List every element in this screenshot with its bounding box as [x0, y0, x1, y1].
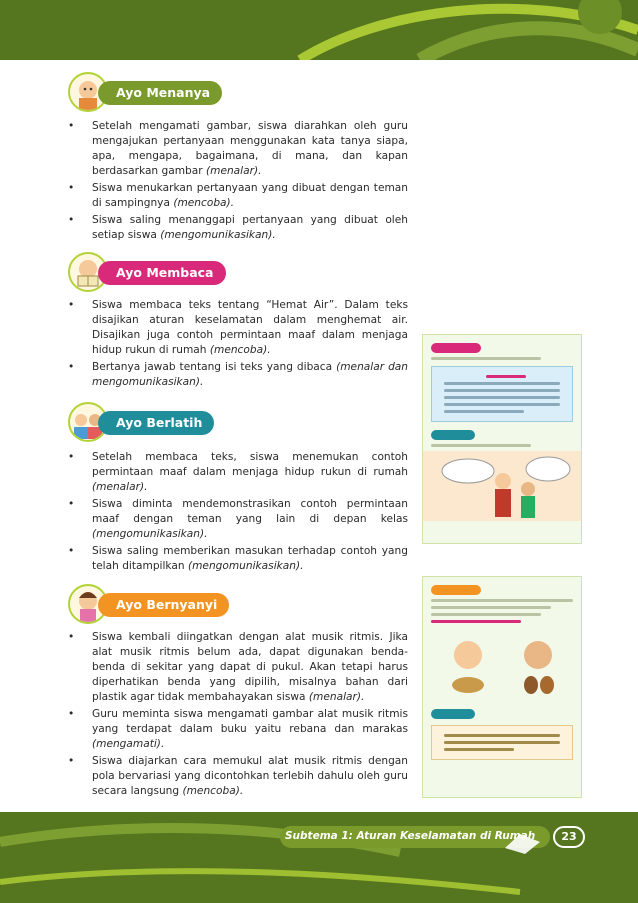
swirl-decoration-bottom [0, 812, 638, 903]
bullet-text: Siswa menukarkan pertanyaan yang dibuat dengan teman di sampingnya [92, 182, 408, 209]
textbook-page-thumbnail-alat-musik [422, 576, 582, 798]
bullet-list-ayo-bernyanyi [68, 630, 408, 801]
bullet-emphasis: (mengomunikasikan). [187, 560, 304, 572]
bullet-list-ayo-berlatih [68, 450, 408, 576]
bullet-text: Siswa membaca teks tentang “Hemat Air”. Dalam teks disajikan aturan keselamatan dalam menghemat air. Disajikan juga contoh permintaan maaf dalam menjaga hidup rukun di rumah [92, 299, 408, 356]
bullet-emphasis: (menalar). [92, 481, 148, 493]
kids-illustration [423, 451, 581, 521]
section-header-ayo-menanya [68, 72, 228, 112]
top-decorative-band [0, 0, 638, 60]
bullet-item [68, 119, 408, 179]
section-header-ayo-membaca [68, 252, 228, 292]
section-header-ayo-berlatih [68, 402, 228, 442]
section-title: Ayo Menanya [98, 81, 222, 105]
bottom-decorative-band [0, 812, 638, 903]
bullet-item [68, 754, 408, 799]
bullet-item [68, 181, 408, 211]
bullet-text: Guru meminta siswa mengamati gambar alat musik ritmis yang terdapat dalam buku yaitu rebana dan marakas [92, 708, 408, 735]
bullet-emphasis: (mengomunikasikan). [92, 528, 208, 540]
bullet-emphasis: (mengomunikasikan). [160, 229, 276, 241]
bullet-list-ayo-menanya [68, 119, 408, 245]
bullet-emphasis: (menalar). [206, 165, 262, 177]
bullet-item [68, 707, 408, 752]
instruments-illustration [423, 627, 581, 697]
footer-subtheme: Subtema 1: Aturan Keselamatan di Rumah [285, 830, 536, 842]
bullet-emphasis: (menalar). [308, 691, 365, 703]
bullet-text: Setelah membaca teks, siswa menemukan contoh permintaan maaf dalam menjaga hidup rukun di rumah [92, 451, 408, 478]
section-header-ayo-bernyanyi [68, 584, 228, 624]
bullet-item [68, 630, 408, 705]
textbook-page-thumbnail-hemat-air [422, 334, 582, 544]
section-title: Ayo Membaca [98, 261, 226, 285]
section-title: Ayo Bernyanyi [98, 593, 229, 617]
bullet-text: Siswa saling memberikan masukan terhadap contoh yang telah ditampilkan [92, 545, 408, 572]
bullet-emphasis: (mencoba). [173, 197, 235, 209]
bullet-item [68, 360, 408, 390]
bullet-text: Siswa kembali diingatkan dengan alat musik ritmis. Jika alat musik ritmis belum ada, dapat digunakan benda-benda di sekitar yang dapat di pukul. Akan tetapi harus diperhatikan benda yang dipilih, misalnya bahan dari plastik agar tidak membahayakan siswa [92, 631, 408, 703]
bullet-item [68, 544, 408, 574]
bullet-emphasis: (mencoba). [209, 344, 271, 356]
page-number: 23 [553, 826, 585, 848]
bullet-text: Siswa diminta mendemonstrasikan contoh permintaan maaf dengan teman yang lain di depan kelas [92, 498, 408, 525]
section-title: Ayo Berlatih [98, 411, 214, 435]
bullet-text: Siswa saling menanggapi pertanyaan yang dibuat oleh setiap siswa [92, 214, 408, 241]
bullet-emphasis: (mencoba). [182, 785, 244, 797]
bullet-item [68, 298, 408, 358]
bullet-text: Setelah mengamati gambar, siswa diarahkan oleh guru mengajukan pertanyaan menggunakan kata tanya siapa, apa, mengapa, bagaimana, di mana, dan kapan berdasarkan gambar [92, 120, 408, 177]
bullet-emphasis: (mengamati). [92, 738, 165, 750]
bullet-text: Siswa diajarkan cara memukul alat musik ritmis dengan pola bervariasi yang dicontohkan terlebih dahulu oleh guru secara langsung [92, 755, 408, 797]
bullet-item [68, 213, 408, 243]
bullet-item [68, 497, 408, 542]
bullet-item [68, 450, 408, 495]
swirl-decoration [0, 0, 638, 60]
bullet-emphasis: (menalar dan mengomunikasikan). [92, 361, 408, 388]
bullet-list-ayo-membaca [68, 298, 408, 392]
bullet-text: Bertanya jawab tentang isi teks yang dibaca [92, 361, 337, 373]
